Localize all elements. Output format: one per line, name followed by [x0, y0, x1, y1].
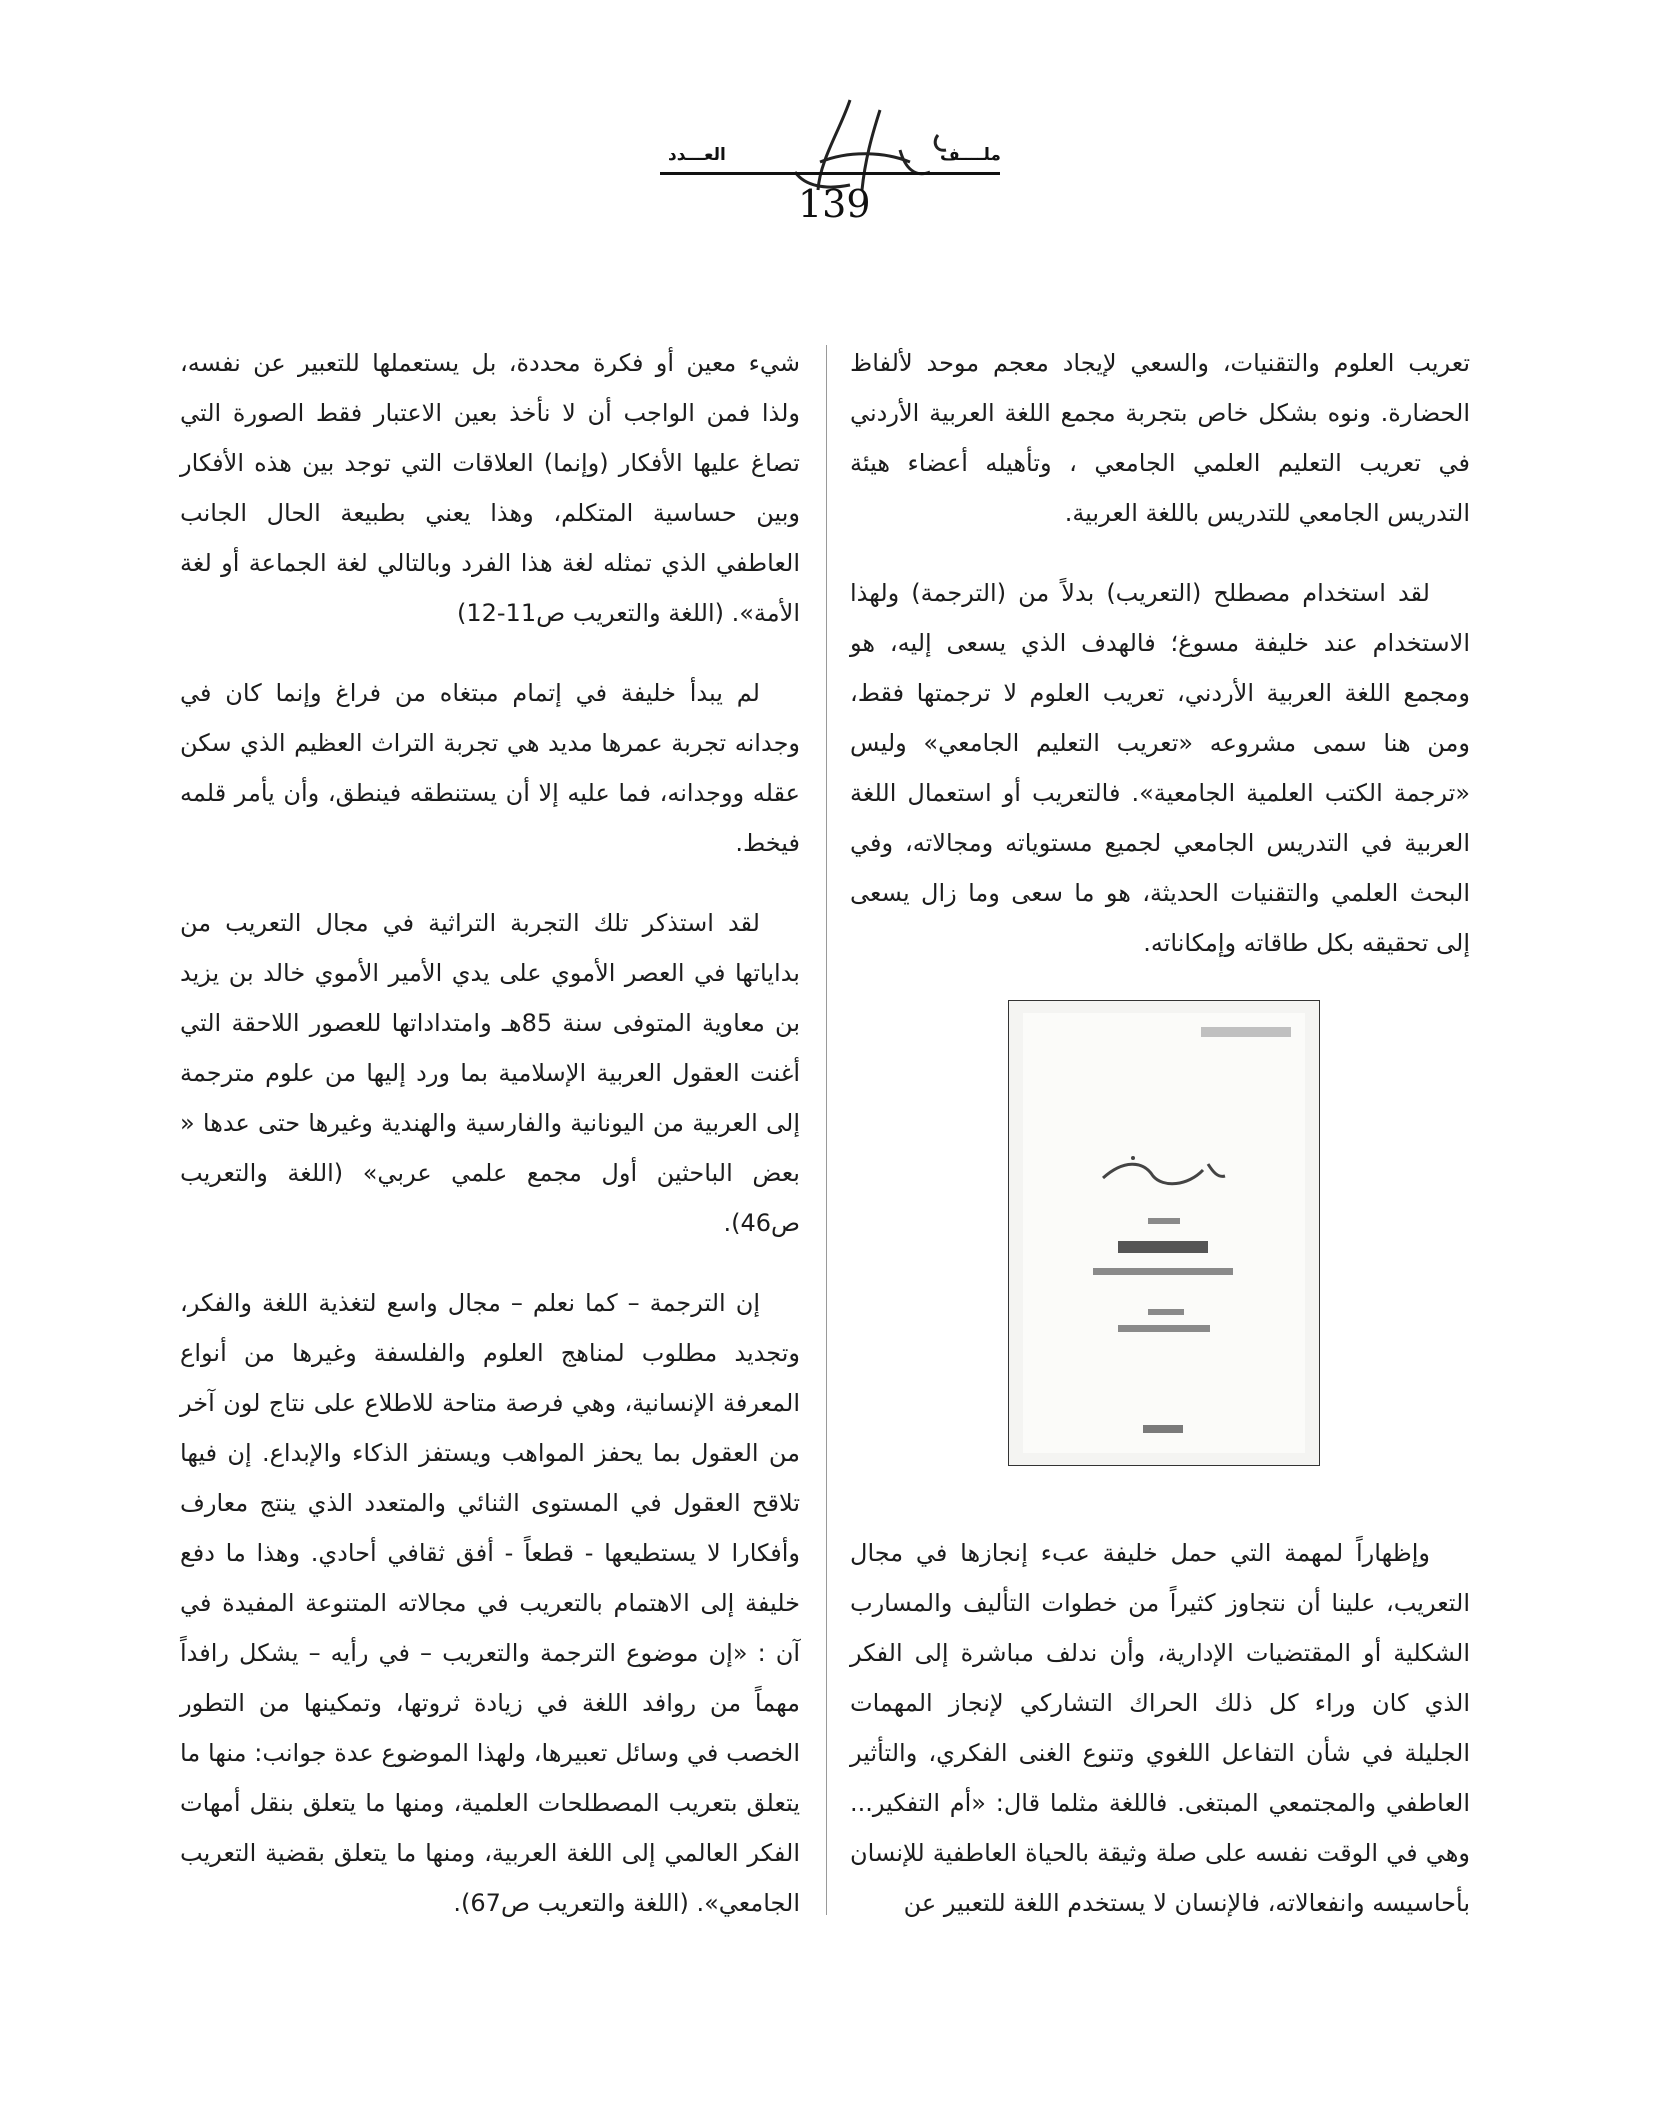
- cover-year: [1143, 1425, 1183, 1433]
- cover-line: [1148, 1309, 1184, 1315]
- paragraph: لقد استذكر تلك التجربة التراثية في مجال التعريب من بداياتها في العصر الأموي على يدي الأمير الأموي خالد بن يزيد بن معاوية المتوفى سنة 85هـ وامتداداتها للعصور اللاحقة التي أغنت العقول العربية الإسلامية بما ورد إليها من علوم مترجمة إلى العربية من اليونانية والفارسية والهندية وغيرها حتى عدها « بعض الباحثين أول مجمع علمي عربي» (اللغة والتعريب ص46).: [180, 909, 800, 1237]
- cover-line: [1118, 1325, 1210, 1332]
- cover-line: [1148, 1218, 1180, 1224]
- paragraph: لقد استخدام مصطلح (التعريب) بدلاً من (الترجمة) ولهذا الاستخدام عند خليفة مسوغ؛ فالهدف الذي يسعى إليه، هو ومجمع اللغة العربية الأردني، تعريب العلوم لا ترجمتها فقط، ومن هنا سمى مشروعه «تعريب التعليم الجامعي» وليس «ترجمة الكتب العلمية الجامعية». فالتعريب أو استعمال اللغة العربية في التدريس الجامعي لجميع مستوياته ومجالاته، وفي البحث العلمي والتقنيات الحديثة، هو ما سعى وما زال يسعى إلى تحقيقه بكل طاقاته وإمكاناته.: [850, 579, 1470, 957]
- paragraph: لم يبدأ خليفة في إتمام مبتغاه من فراغ وإنما كان في وجدانه تجربة عمرها مديد هي تجربة التراث العظيم الذي سكن عقله ووجدانه، فما عليه إلا أن يستنطقه فينطق، وأن يأمر قلمه فيخط.: [180, 679, 800, 857]
- issue-label: العـــدد: [668, 145, 726, 165]
- paragraph: تعريب العلوم والتقنيات، والسعي لإيجاد معجم موحد لألفاظ الحضارة. ونوه بشكل خاص بتجربة مجمع اللغة العربية الأردني في تعريب التعليم العلمي الجامعي ، وتأهيله أعضاء هيئة التدريس الجامعي للتدريس باللغة العربية.: [850, 349, 1470, 527]
- left-column: [180, 338, 800, 1958]
- paragraph: شيء معين أو فكرة محددة، بل يستعملها للتعبير عن نفسه، ولذا فمن الواجب أن لا نأخذ بعين الاعتبار فقط الصورة التي تصاغ عليها الأفكار (وإنما) العلاقات التي توجد بين هذه الأفكار وبين حساسية المتكلم، وهذا يعني بطبيعة الحال الجانب العاطفي الذي تمثله لغة هذا الفرد وبالتالي لغة الجماعة أو لغة الأمة». (اللغة والتعريب ص11-12): [180, 349, 800, 627]
- cover-line: [1118, 1241, 1208, 1253]
- column-divider: [826, 345, 827, 1915]
- book-cover: [1023, 1013, 1305, 1453]
- page-header: [0, 0, 1654, 240]
- section-label: ملــــف: [940, 145, 1001, 165]
- paragraph: وإظهاراً لمهمة التي حمل خليفة عبء إنجازها في مجال التعريب، علينا أن نتجاوز كثيراً من خطوات التأليف والمسارب الشكلية أو المقتضيات الإدارية، وأن ندلف مباشرة إلى الفكر الذي كان وراء كل ذلك الحراك التشاركي لإنجاز المهمات الجليلة في شأن التفاعل اللغوي وتنوع الغنى الفكري، والتأثير العاطفي والمجتمعي المبتغى. فاللغة مثلما قال: «أم التفكير... وهي في الوقت نفسه على صلة وثيقة بالحياة العاطفية للإنسان بأحاسيسه وانفعالاته، فالإنسان لا يستخدم اللغة للتعبير عن: [850, 1539, 1470, 1917]
- cover-line: [1093, 1268, 1233, 1275]
- cover-author-line: [1201, 1027, 1291, 1037]
- cover-title-icon: [1093, 1148, 1233, 1196]
- book-cover-image: [1008, 1000, 1320, 1466]
- header-rule: [660, 172, 1000, 175]
- paragraph: إن الترجمة – كما نعلم – مجال واسع لتغذية اللغة والفكر، وتجديد مطلوب لمناهج العلوم والفلسفة وغيرها من أنواع المعرفة الإنسانية، وهي فرصة متاحة للاطلاع على نتاج لون آخر من العقول بما يحفز المواهب ويستفز الذكاء والإبداع. إن فيها تلاقح العقول في المستوى الثنائي والمتعدد الذي ينتج معارف وأفكارا لا يستطيعها - قطعاً - أفق ثقافي أحادي. وهذا ما دفع خليفة إلى الاهتمام بالتعريب في مجالاته المتنوعة المفيدة في آن : «إن موضوع الترجمة والتعريب – في رأيه – يشكل رافداً مهماً من روافد اللغة في زيادة ثروتها، وتمكينها من التطور الخصب في وسائل تعبيرها، ولهذا الموضوع عدة جوانب: منها ما يتعلق بتعريب المصطلحات العلمية، ومنها ما يتعلق بنقل أمهات الفكر العالمي إلى اللغة العربية، ومنها ما يتعلق بقضية التعريب الجامعي». (اللغة والتعريب ص67).: [180, 1289, 800, 1917]
- page-number: 139: [798, 182, 871, 226]
